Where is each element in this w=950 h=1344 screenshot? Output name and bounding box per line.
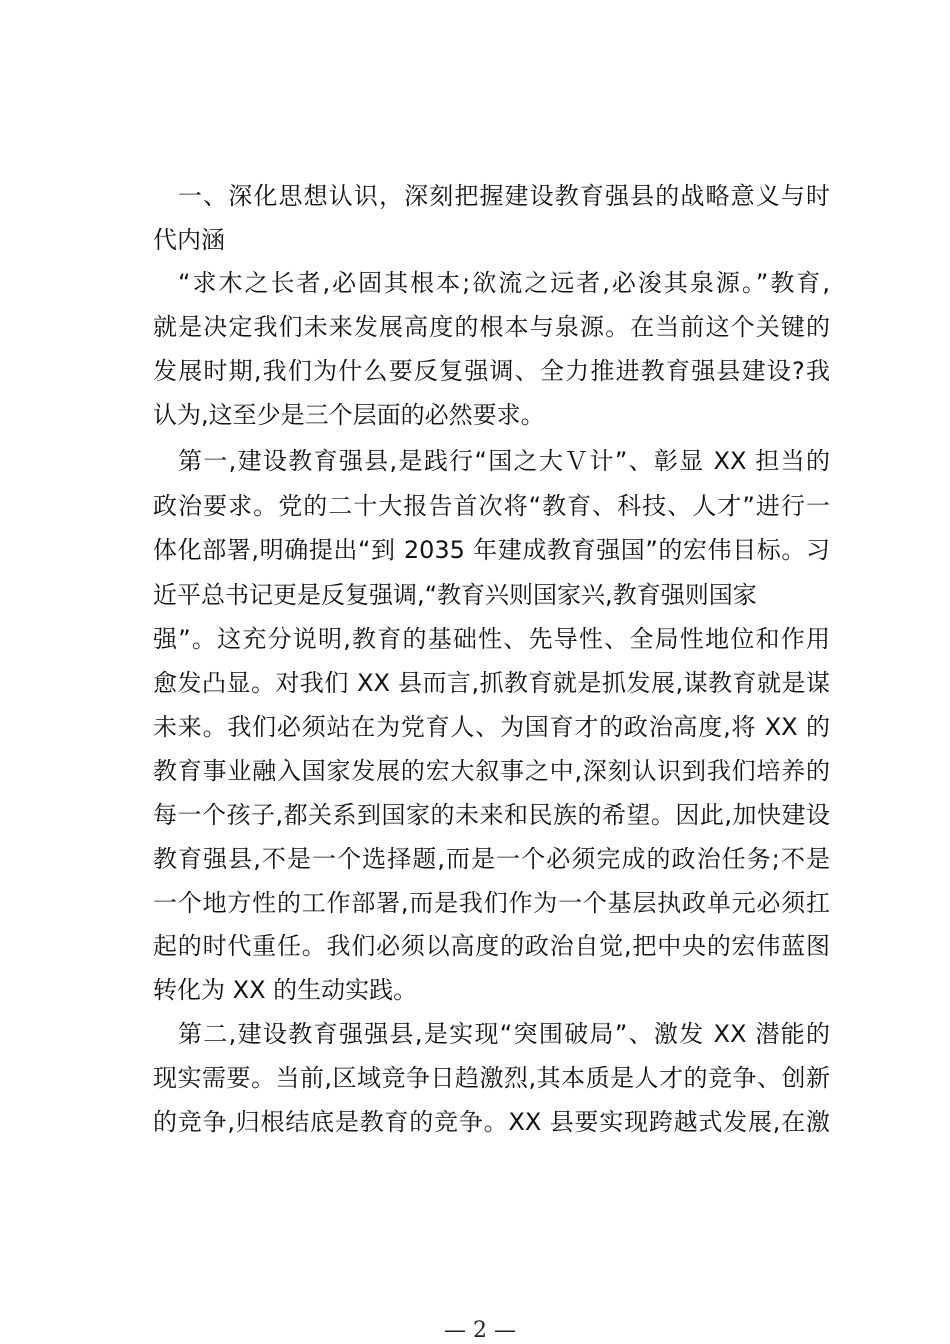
- page-number: — 2 —: [444, 1318, 516, 1343]
- paragraph-line: 第一,建设教育强县,是践行“国之大Ｖ计”、彰显 XX 担当的: [178, 447, 830, 475]
- paragraph-line: 体化部署,明确提出“到 2035 年建成教育强国”的宏伟目标。习: [153, 536, 830, 564]
- paragraph-line: 就是决定我们未来发展高度的根本与泉源。在当前这个关键的: [153, 313, 830, 341]
- paragraph-line: 教育强县,不是一个选择题,而是一个必须完成的政治任务;不是: [153, 845, 830, 873]
- paragraph-line: “求木之长者,必固其根本;欲流之远者,必浚其泉源。”教育,: [178, 269, 830, 297]
- paragraph-line: 现实需要。当前,区域竞争日趋激烈,其本质是人才的竞争、创新: [153, 1064, 830, 1092]
- paragraph-line: 代内涵: [153, 226, 225, 254]
- paragraph-line: 愈发凸显。对我们 XX 县而言,抓教育就是抓发展,谋教育就是谋: [153, 669, 830, 697]
- paragraph-line: 第二,建设教育强强县,是实现“突围破局”、激发 XX 潜能的: [178, 1020, 830, 1048]
- paragraph-line: 发展时期,我们为什么要反复强调、全力推进教育强县建设?我: [153, 357, 830, 385]
- paragraph-line: 每一个孩子,都关系到国家的未来和民族的希望。因此,加快建设: [153, 801, 830, 829]
- section-heading: 一、深化思想认识，深刻把握建设教育强县的战略意义与时: [178, 182, 830, 210]
- paragraph-line: 认为,这至少是三个层面的必然要求。: [153, 401, 545, 429]
- paragraph-line: 近平总书记更是反复强调,“教育兴则国家兴,教育强则国家: [153, 581, 757, 609]
- paragraph-line: 转化为 XX 的生动实践。: [153, 976, 418, 1004]
- paragraph-line: 教育事业融入国家发展的宏大叙事之中,深刻认识到我们培养的: [153, 757, 830, 785]
- paragraph-line: 政治要求。党的二十大报告首次将“教育、科技、人才”进行一: [153, 492, 830, 520]
- paragraph-line: 未来。我们必须站在为党育人、为国育才的政治高度,将 XX 的: [153, 713, 830, 741]
- paragraph-line: 强”。这充分说明,教育的基础性、先导性、全局性地位和作用: [153, 625, 830, 653]
- paragraph-line: 的竞争,归根结底是教育的竞争。XX 县要实现跨越式发展,在激: [153, 1108, 830, 1136]
- paragraph-line: 起的时代重任。我们必须以高度的政治自觉,把中央的宏伟蓝图: [153, 932, 830, 960]
- paragraph-line: 一个地方性的工作部署,而是我们作为一个基层执政单元必须扛: [153, 889, 830, 917]
